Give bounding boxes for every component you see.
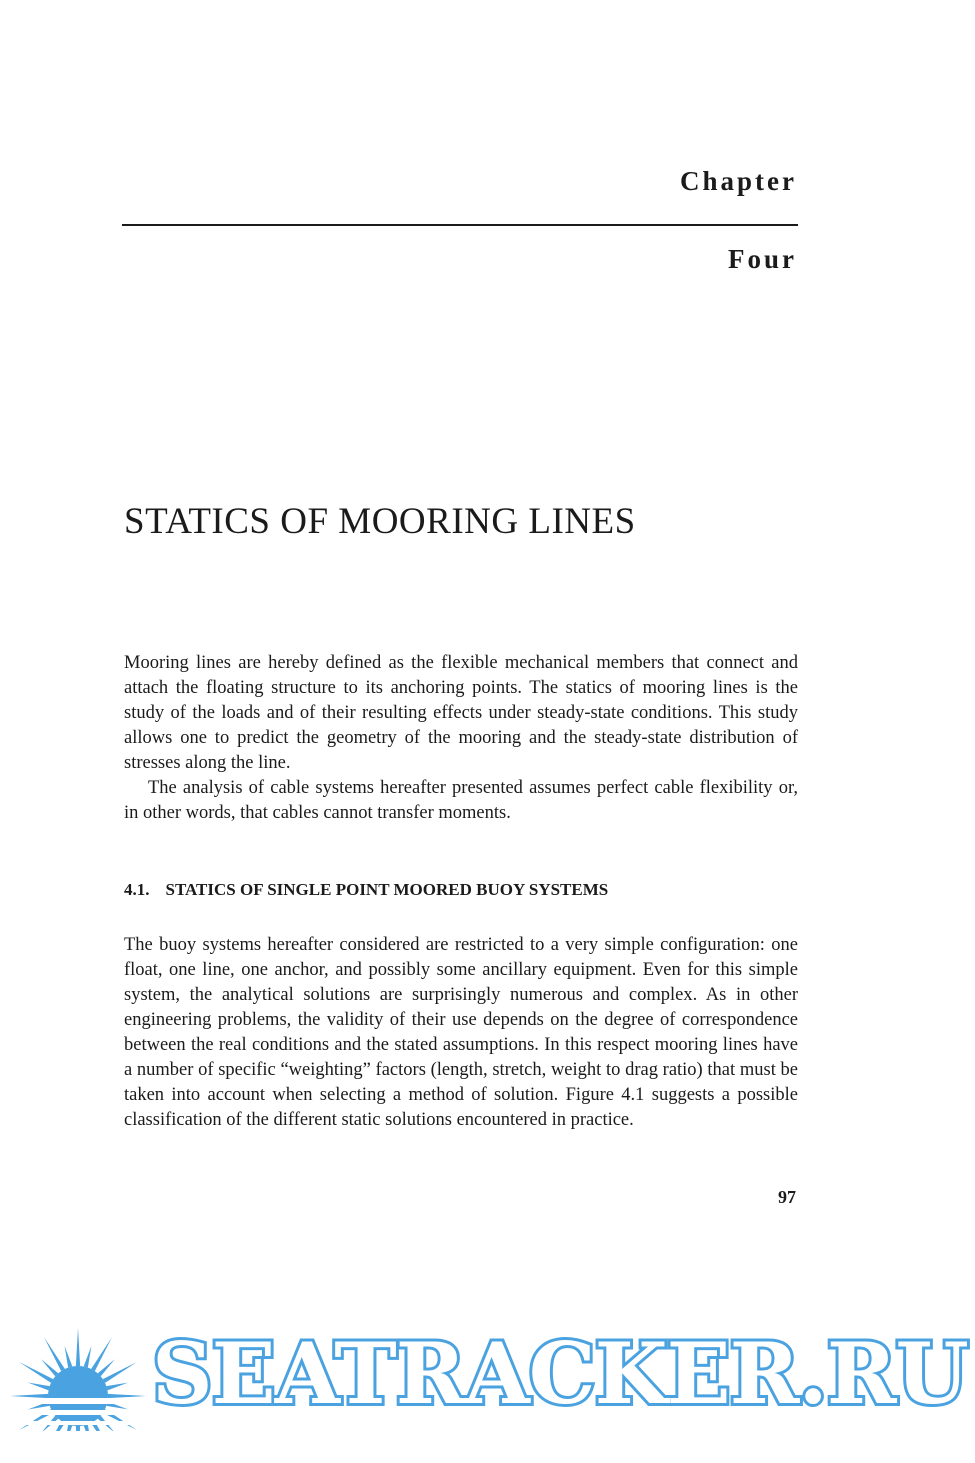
- sun-ray: [106, 1383, 128, 1391]
- sun-ray: [76, 1328, 80, 1366]
- page-number: 97: [778, 1187, 796, 1207]
- sun-ray: [41, 1359, 58, 1376]
- chapter-divider: [122, 224, 798, 226]
- sun-ray: [10, 1394, 48, 1398]
- section-title: STATICS OF SINGLE POINT MOORED BUOY SYSTEMS: [165, 880, 609, 899]
- sun-ray: [98, 1359, 115, 1376]
- chapter-title: STATICS OF MOORING LINES: [124, 501, 636, 542]
- chapter-number: Four: [728, 244, 797, 274]
- sun-ray: [28, 1383, 50, 1391]
- sun-ray: [108, 1394, 146, 1398]
- watermark-text: SEATRACKER.RU: [152, 1324, 968, 1423]
- chapter-label: Chapter: [680, 166, 797, 196]
- section-number: 4.1.: [124, 880, 150, 899]
- intro-paragraph: Mooring lines are hereby defined as the flexible mechanical members that connect and attach the floating structure to its anchoring points. The statics of mooring lines is the study of the loads and of their resulting effects under steady-state conditions. This study allows one to predict the geometry of the mooring and the steady-state distribution of stresses along the line.: [124, 653, 798, 773]
- sun-icon: [8, 1318, 148, 1448]
- section-heading: [124, 880, 608, 900]
- intro-paragraph-2: The analysis of cable systems hereafter presented assumes perfect cable flexibility or, in other words, that cables cannot transfer moments.: [124, 778, 798, 823]
- section-paragraph: The buoy systems hereafter considered are restricted to a very simple configuration: one float, one line, one anchor, and possibly some ancillary equipment. Even for this simple system, the analytical solutions are surprisingly numerous and complex. As in other engineering problems, the validity of their use depends on the degree of correspondence between the real conditions and the stated assumptions. In this respect mooring lines have a number of specific “weighting” factors (length, stretch, weight to drag ratio) that must be taken into account when selecting a method of solution. Figure 4.1 suggests a possible classification of the different static solutions encountered in practice.: [124, 935, 798, 1130]
- sun-ray: [84, 1346, 92, 1368]
- watermark: [0, 1318, 975, 1448]
- sun-ray: [65, 1346, 73, 1368]
